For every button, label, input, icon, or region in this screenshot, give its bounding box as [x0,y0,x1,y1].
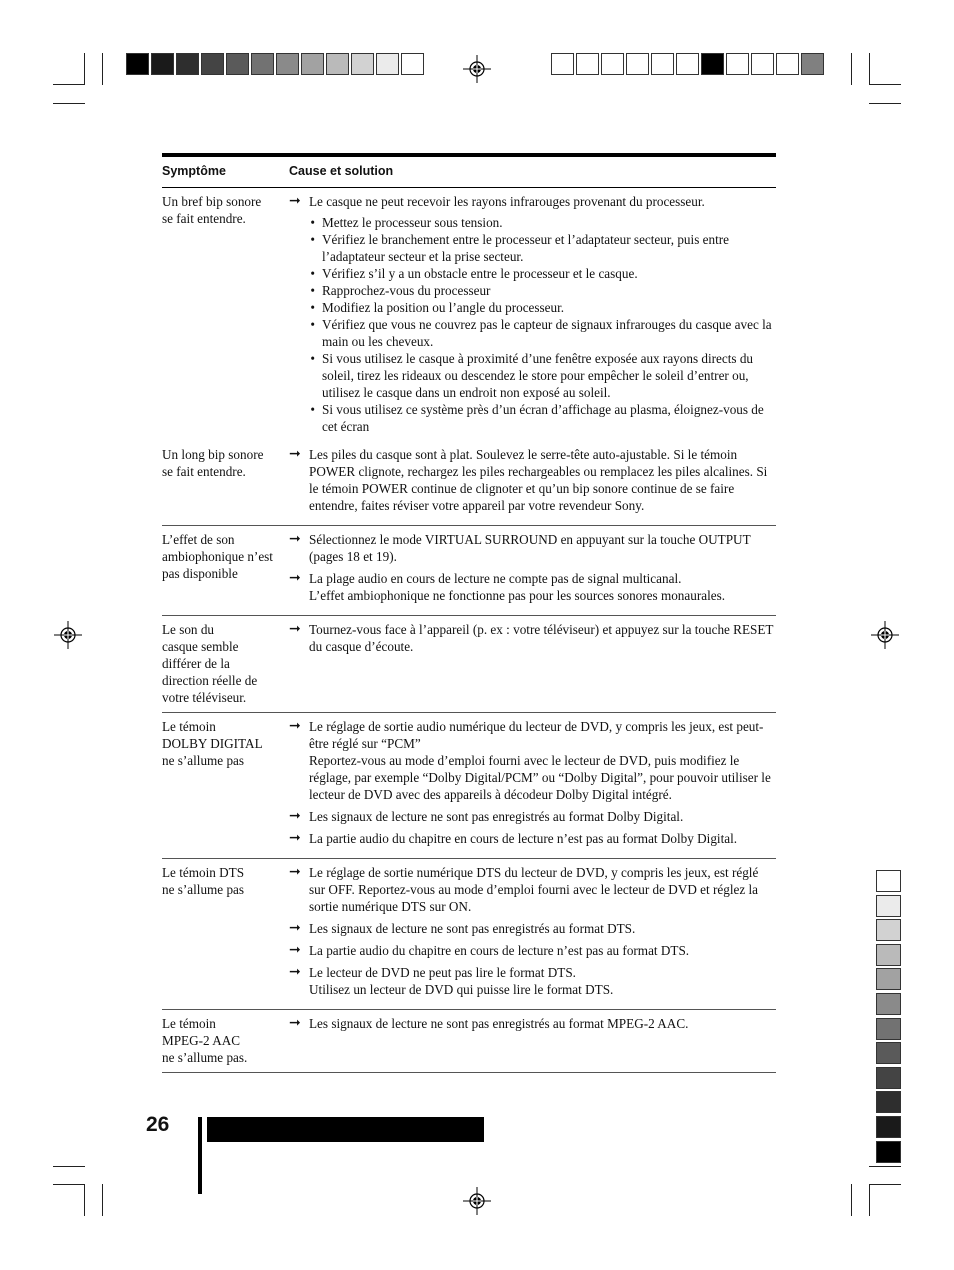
page-number: 26 [146,1113,170,1136]
cause-cell [289,531,776,609]
bullet-item [289,350,776,401]
crop-mark [851,53,852,85]
solution-item [289,864,776,915]
crop-mark [869,53,870,85]
solution-text: Les piles du casque sont à plat. Soulevez le serre-tête auto-ajustable. Si le témoin POWER clignote, rechargez les piles rechargeables ou remplacez les piles alcalines. Si le témoin POWER continue de clignoter et qu’un bip sonore continue de se faire entendre, faites réviser votre appareil par votre revendeur Sony. [309,447,768,513]
solution-text: Les signaux de lecture ne sont pas enregistrés au format DTS. [309,921,636,936]
grayscale-bar-right [551,53,826,77]
color-swatch [126,53,149,75]
crop-mark [84,1184,85,1216]
footer-vertical-rule [198,1117,202,1194]
color-swatch [651,53,674,75]
crop-mark [869,1166,901,1167]
symptom-cell: Le son du casque semble différer de la direction réelle de votre téléviseur. [162,622,258,705]
solution-item [289,193,776,210]
crop-mark [102,53,103,85]
solution-text: Le lecteur de DVD ne peut pas lire le format DTS. Utilisez un lecteur de DVD qui puisse lire le format DTS. [309,965,614,997]
crop-mark [53,1166,85,1167]
registration-mark-icon [54,621,82,649]
arrow-right-icon: ➞ [289,447,301,462]
bullet-text: Si vous utilisez le casque à proximité d’une fenêtre exposée aux rayons directs du soleil, tirez les rideaux ou descendez le store pour empêcher le soleil d’entrer ou, utilisez le casque dans un endroit non exposé au soleil. [322,351,754,400]
solution-text: Tournez-vous face à l’appareil (p. ex : votre téléviseur) et appuyez sur la touche RESET du casque d’écoute. [309,622,774,654]
bullet-item [289,265,776,282]
registration-mark-icon [463,55,491,83]
symptom-cell: Le témoin DOLBY DIGITAL ne s’allume pas [162,719,263,768]
grayscale-bar-left [126,53,426,77]
arrow-right-icon: ➞ [289,571,301,586]
solution-item [289,570,776,604]
color-swatch [801,53,824,75]
crop-mark [84,53,85,85]
color-swatch [876,1091,901,1113]
crop-mark [53,1184,85,1185]
solution-text: La partie audio du chapitre en cours de lecture n’est pas au format DTS. [309,943,690,958]
cause-cell [289,864,776,1003]
color-swatch [726,53,749,75]
registration-mark-icon [463,1187,491,1215]
symptom-cell: Un long bip sonore se fait entendre. [162,447,264,479]
arrow-right-icon: ➞ [289,809,301,824]
arrow-right-icon: ➞ [289,194,301,209]
cause-cell [289,1015,776,1066]
troubleshooting-table [162,153,776,1073]
symptom-cell: Un bref bip sonore se fait entendre. [162,194,262,226]
bullet-icon: • [310,232,315,247]
cause-cell [289,718,776,852]
bullet-item [289,299,776,316]
cause-cell [289,621,776,706]
crop-mark [869,103,901,104]
bullet-text: Modifiez la position ou l’angle du processeur. [322,300,565,315]
color-swatch [226,53,249,75]
bullet-text: Mettez le processeur sous tension. [322,215,503,230]
color-swatch [551,53,574,75]
arrow-right-icon: ➞ [289,921,301,936]
crop-mark [869,84,901,85]
bullet-text: Vérifiez s’il y a un obstacle entre le processeur et le casque. [322,266,638,281]
color-swatch [301,53,324,75]
arrow-right-icon: ➞ [289,831,301,846]
color-swatch [276,53,299,75]
bullet-icon: • [310,215,315,230]
color-swatch [351,53,374,75]
color-swatch [376,53,399,75]
footer-black-bar [207,1117,484,1142]
color-swatch [876,919,901,941]
crop-mark [869,1184,870,1216]
bullet-icon: • [310,402,315,417]
solution-text: Les signaux de lecture ne sont pas enregistrés au format Dolby Digital. [309,809,684,824]
crop-mark [102,1184,103,1216]
arrow-right-icon: ➞ [289,1016,301,1031]
color-swatch [876,944,901,966]
solution-item [289,964,776,998]
crop-mark [53,84,85,85]
crop-mark [869,1184,901,1185]
symptom-cell: L’effet de son ambiophonique n’est pas disponible [162,532,273,581]
arrow-right-icon: ➞ [289,865,301,880]
color-swatch [876,895,901,917]
arrow-right-icon: ➞ [289,965,301,980]
bullet-item [289,214,776,231]
table-row [162,616,776,713]
color-swatch [876,1141,901,1163]
solution-item [289,830,776,847]
color-swatch [876,993,901,1015]
color-swatch [401,53,424,75]
color-swatch [201,53,224,75]
table-row [162,188,776,441]
bullet-item [289,282,776,299]
color-swatch [876,1067,901,1089]
solution-text: La plage audio en cours de lecture ne compte pas de signal multicanal. L’effet ambiophonique ne fonctionne pas pour les sources sonores monaurales. [309,571,726,603]
color-swatch [176,53,199,75]
bullet-icon: • [310,266,315,281]
table-row [162,859,776,1010]
header-cause: Cause et solution [289,164,394,178]
bullet-icon: • [310,300,315,315]
symptom-cell: Le témoin MPEG-2 AAC ne s’allume pas. [162,1016,248,1065]
color-swatch [876,1116,901,1138]
table-row [162,1010,776,1073]
color-swatch [876,870,901,892]
arrow-right-icon: ➞ [289,622,301,637]
crop-mark [53,103,85,104]
cause-cell [289,193,776,435]
table-row [162,526,776,616]
grayscale-bar-side [876,870,901,1165]
crop-mark [851,1184,852,1216]
arrow-right-icon: ➞ [289,943,301,958]
bullet-text: Vérifiez le branchement entre le processeur et l’adaptateur secteur, puis entre l’adaptateur secteur et la prise secteur. [322,232,729,264]
bullet-icon: • [310,317,315,332]
solution-text: Les signaux de lecture ne sont pas enregistrés au format MPEG-2 AAC. [309,1016,689,1031]
solution-item [289,1015,776,1032]
solution-text: Le réglage de sortie numérique DTS du lecteur de DVD, y compris les jeux, est réglé sur OFF. Reportez-vous au mode d’emploi fourni avec le lecteur de DVD et réglez la sortie numérique DTS sur ON. [309,865,759,914]
bullet-text: Si vous utilisez ce système près d’un écran d’affichage au plasma, éloignez-vous de cet écran [322,402,764,434]
bullet-item [289,316,776,350]
solution-text: La partie audio du chapitre en cours de lecture n’est pas au format Dolby Digital. [309,831,738,846]
solution-item [289,446,776,514]
color-swatch [776,53,799,75]
color-swatch [251,53,274,75]
bullet-icon: • [310,351,315,366]
color-swatch [676,53,699,75]
table-body [162,188,776,1073]
color-swatch [751,53,774,75]
cause-cell [289,446,776,519]
solution-item [289,942,776,959]
solution-item [289,920,776,937]
color-swatch [576,53,599,75]
solution-text: Le casque ne peut recevoir les rayons infrarouges provenant du processeur. [309,194,705,209]
bullet-text: Rapprochez-vous du processeur [322,283,491,298]
bullet-text: Vérifiez que vous ne couvrez pas le capteur de signaux infrarouges du casque avec la main ou les cheveux. [322,317,772,349]
color-swatch [876,1018,901,1040]
color-swatch [701,53,724,75]
color-swatch [151,53,174,75]
color-swatch [326,53,349,75]
table-header [162,157,776,188]
bullet-item [289,401,776,435]
solution-item [289,621,776,655]
color-swatch [876,1042,901,1064]
bullet-icon: • [310,283,315,298]
solution-item [289,808,776,825]
solution-item [289,718,776,803]
color-swatch [626,53,649,75]
registration-mark-icon [871,621,899,649]
header-symptom: Symptôme [162,164,226,178]
color-swatch [876,968,901,990]
symptom-cell: Le témoin DTS ne s’allume pas [162,865,245,897]
table-row [162,713,776,859]
arrow-right-icon: ➞ [289,532,301,547]
bullet-item [289,231,776,265]
solution-item [289,531,776,565]
arrow-right-icon: ➞ [289,719,301,734]
solution-text: Sélectionnez le mode VIRTUAL SURROUND en appuyant sur la touche OUTPUT (pages 18 et 19). [309,532,751,564]
solution-text: Le réglage de sortie audio numérique du lecteur de DVD, y compris les jeux, est peut-être réglé sur “PCM” Reportez-vous au mode d’emploi fourni avec le lecteur de DVD, puis modifiez le réglage, par exemple “Dolby Digital/PCM” ou “Dolby Digital”, pour pouvoir utiliser le lecteur de DVD avec des appareils à décodeur Dolby Digital intégré. [309,719,771,802]
bullet-list [289,214,776,435]
table-row [162,441,776,526]
color-swatch [601,53,624,75]
